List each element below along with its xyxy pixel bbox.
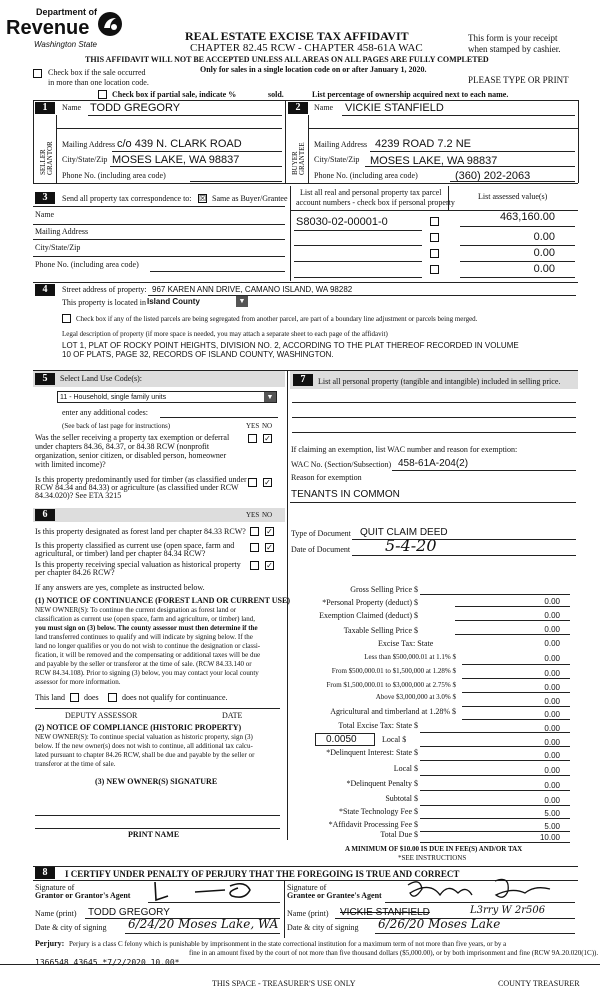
recording-stamp: 1366548 43645 *7/2/2020 10.00* — [35, 958, 180, 967]
q1-yes-checkbox[interactable] — [248, 434, 257, 443]
personal-property-checkbox[interactable] — [430, 233, 439, 242]
land-use-label: Select Land Use Code(s): — [60, 374, 142, 383]
reason-label: Reason for exemption — [291, 473, 362, 482]
buyer-city[interactable]: MOSES LAKE, WA 98837 — [370, 155, 498, 167]
perjury-line-1: Perjury is a class C felony which is punishable by imprisonment in the state correctional institution for a maximum term of not more than five years, or by a — [69, 940, 507, 948]
personal-property-title: List all personal property (tangible and intangible) included in selling price. — [318, 377, 561, 386]
does-not-checkbox[interactable] — [108, 693, 117, 702]
s3-phone-label: Phone No. (including area code) — [35, 260, 139, 269]
q4-yes-checkbox[interactable] — [250, 543, 259, 552]
assessed-value[interactable]: 463,160.00 — [499, 211, 555, 223]
q1-line-4: with limited income)? — [35, 460, 106, 469]
if-yes-instruction: If any answers are yes, complete as instructed below. — [35, 583, 205, 592]
form-title: REAL ESTATE EXCISE TAX AFFIDAVIT — [185, 29, 409, 43]
land-use-select[interactable] — [57, 391, 277, 403]
q2-no-checkbox[interactable]: ✓ — [264, 478, 271, 487]
legal-description-2[interactable]: 10 OF PLATS, PAGE 32, RECORDS OF ISLAND COUNTY, WASHINGTON. — [62, 350, 334, 359]
s3-mailing-label: Mailing Address — [35, 227, 89, 236]
section-8-number: 8 — [35, 867, 55, 879]
partial-sale-checkbox[interactable] — [98, 90, 107, 99]
q4-no-checkbox[interactable]: ✓ — [266, 543, 273, 552]
bracket-value[interactable]: 0.00 — [544, 654, 560, 663]
property-street[interactable]: 967 KAREN ANN DRIVE, CAMANO ISLAND, WA 98282 — [152, 285, 353, 294]
notice1-line: RCW 84.34.108). Prior to signing (3) below, you may contact your local county — [35, 669, 259, 677]
logo — [4, 6, 124, 56]
chapter-line: CHAPTER 82.45 RCW - CHAPTER 458-61A WAC — [190, 42, 423, 54]
buyer-mailing[interactable]: 4239 ROAD 7.2 NE — [375, 138, 471, 150]
grantor-sig-label-2: Grantor or Grantor's Agent — [35, 891, 131, 900]
bracket-label: From $1,500,000.01 to $3,000,000 at 2.75% $ — [326, 681, 456, 689]
yes-header: YES — [246, 422, 260, 430]
local-rate-box[interactable] — [315, 733, 375, 746]
notice1-line: classification as current use (open space, farm and agriculture, or timber) land, — [35, 615, 256, 623]
deputy-assessor-label: DEPUTY ASSESSOR — [65, 711, 138, 720]
calc-value[interactable]: 0.00 — [544, 611, 560, 620]
q1-no-checkbox[interactable]: ✓ — [264, 434, 271, 443]
s1-mailing-label: Mailing Address — [62, 140, 116, 149]
print-name-label: PRINT NAME — [128, 830, 180, 839]
q1-line-1: Was the seller receiving a property tax exemption or deferral — [35, 433, 230, 442]
personal-property-checkbox[interactable] — [430, 217, 439, 226]
grantee-name-print[interactable]: VICKIE STANFIELD — [340, 907, 430, 918]
section-3-number: 3 — [35, 192, 55, 204]
wac-label: WAC No. (Section/Subsection) — [291, 460, 392, 469]
notice2-line: below. If the new owner(s) does not wish to continue, all additional tax calcu- — [35, 742, 253, 750]
assessed-header: List assessed value(s) — [478, 192, 548, 201]
multi-location-label-1: Check box if the sale occurred — [48, 68, 146, 77]
no-header: NO — [262, 422, 273, 430]
bracket-value[interactable]: 0.00 — [544, 697, 560, 706]
total-value[interactable]: 0.00 — [544, 796, 560, 805]
same-as-buyer-label: Same as Buyer/Grantee — [212, 194, 288, 203]
bracket-label: From $500,000.01 to $1,500,000 at 1.28% $ — [331, 667, 456, 675]
s2-city-label: City/State/Zip — [314, 155, 360, 164]
grantee-name-print-label: Name (print) — [287, 909, 329, 918]
q4-line-1: Is this property classified as current use (open space, farm and — [35, 541, 235, 550]
q2-yes-checkbox[interactable] — [248, 478, 257, 487]
notice2-title: (2) NOTICE OF COMPLIANCE (HISTORIC PROPERTY) — [35, 723, 242, 732]
receipt-line-2: when stamped by cashier. — [468, 44, 561, 54]
seller-grantor-label: SELLER GRANTOR — [39, 141, 54, 175]
bracket-label: Less than $500,000.01 at 1.1% $ — [364, 653, 456, 661]
calc-label: Gross Selling Price $ — [350, 585, 418, 594]
total-label: *Affidavit Processing Fee $ — [328, 820, 418, 829]
send-correspondence-label: Send all property tax correspondence to: — [62, 194, 192, 203]
total-label: *Delinquent Penalty $ — [346, 779, 418, 788]
grantee-name-handwritten[interactable]: L3rry W 2r506 — [470, 905, 546, 916]
notice2-line: transferor at the time of sale. — [35, 760, 116, 768]
assessed-value[interactable]: 0.00 — [533, 231, 555, 243]
notice1-line: you must sign on (3) below. The county assessor must then determine if the — [35, 624, 258, 632]
same-as-buyer-checkbox[interactable]: ☒ — [199, 194, 207, 203]
parcel-header-1: List all real and personal property tax parcel — [300, 188, 442, 197]
total-value[interactable]: 0.00 — [544, 781, 560, 790]
ownership-note: List percentage of ownership acquired next to each name. — [312, 90, 509, 99]
receipt-line-1: This form is your receipt — [468, 33, 558, 43]
q1-line-2: under chapters 84.36, 84.37, or 84.38 RCW (nonprofit — [35, 442, 210, 451]
section-7-number: 7 — [293, 374, 313, 386]
total-value[interactable]: 5.00 — [544, 809, 560, 818]
total-label: *State Technology Fee $ — [338, 807, 418, 816]
section-1-number: 1 — [35, 102, 55, 114]
q3-no-checkbox[interactable]: ✓ — [266, 527, 273, 536]
doc-date[interactable]: 5-4-20 — [385, 536, 437, 555]
see-back-label: (See back of last page for instructions) — [62, 422, 171, 430]
assessed-value[interactable]: 0.00 — [533, 263, 555, 275]
chevron-down-icon[interactable]: ▼ — [236, 296, 248, 307]
total-label: Local $ — [393, 764, 418, 773]
this-land-label: This land — [35, 693, 65, 702]
chevron-down-icon[interactable]: ▼ — [264, 392, 276, 402]
legal-description-label: Legal description of property (if more space is needed, you may attach a separate sheet to each page of the affidavit) — [62, 330, 388, 338]
grantor-sig-label-1: Signature of — [35, 883, 75, 892]
bracket-value[interactable]: 0.00 — [544, 669, 560, 678]
total-state-value[interactable]: 0.00 — [544, 724, 560, 733]
s1-city-label: City/State/Zip — [62, 155, 108, 164]
q2-line-1: Is this property predominantly used for timber (as classified under — [35, 475, 247, 484]
exemption-reason[interactable]: TENANTS IN COMMON — [291, 489, 400, 500]
excise-state-label: Excise Tax: State — [378, 639, 434, 648]
notice1-line: assessor for more information. — [35, 678, 121, 686]
q5-line-1: Is this property receiving special valuation as historical property — [35, 560, 241, 569]
s2-phone-label: Phone No. (including area code) — [314, 171, 418, 180]
q3-text: Is this property designated as forest land per chapter 84.33 RCW? — [35, 527, 246, 536]
seller-mailing[interactable]: c/o 439 N. CLARK ROAD — [117, 138, 242, 150]
grantee-date-city[interactable]: 6/26/20 Moses Lake — [378, 917, 501, 931]
notice1-line: fication, it will be removed and the compensating or additional taxes will be due — [35, 651, 261, 659]
perjury-bold: Perjury: — [35, 939, 65, 948]
parcel-number[interactable]: S8030-02-00001-0 — [296, 216, 388, 228]
buyer-grantee-label: BUYER GRANTEE — [291, 142, 306, 175]
s2-mailing-label: Mailing Address — [314, 140, 368, 149]
calc-label: *Personal Property (deduct) $ — [322, 598, 418, 607]
treasurer-use-label: THIS SPACE - TREASURER'S USE ONLY — [212, 979, 356, 988]
yes-header-6: YES — [246, 511, 260, 519]
s3-city-label: City/State/Zip — [35, 243, 81, 252]
total-label: *Delinquent Interest: State $ — [326, 748, 418, 757]
street-address-label: Street address of property: — [62, 285, 147, 294]
revenue-wordmark: Revenue — [6, 17, 90, 39]
legal-description-1[interactable]: LOT 1, PLAT OF ROCKY POINT HEIGHTS, DIVISION NO. 2, ACCORDING TO THE PLAT THEREOF RECORDED IN VOLUME — [62, 341, 519, 350]
s1-name-label: Name — [62, 103, 82, 112]
notice1-title: (1) NOTICE OF CONTINUANCE (FOREST LAND OR CURRENT USE) — [35, 596, 290, 605]
local-value[interactable]: 0.00 — [544, 738, 560, 747]
assessed-value[interactable]: 0.00 — [533, 247, 555, 259]
q5-no-checkbox[interactable]: ✓ — [266, 561, 273, 570]
wac-number[interactable]: 458-61A-204(2) — [398, 458, 469, 469]
doc-date-label: Date of Document — [291, 545, 351, 554]
total-state-label: Total Excise Tax: State $ — [338, 721, 418, 730]
q2-line-3: 84.34.020)? See ETA 3215 — [35, 491, 122, 500]
doc-type[interactable]: QUIT CLAIM DEED — [360, 527, 448, 538]
grantee-signature[interactable] — [400, 875, 560, 905]
assessor-date-label: DATE — [222, 711, 243, 720]
section-5-number: 5 — [35, 373, 55, 385]
single-location-line: Only for sales in a single location code on or after January 1, 2020. — [200, 65, 427, 74]
notice1-line: NEW OWNER(S): To continue the current designation as forest land or — [35, 606, 237, 614]
total-label: Total Due $ — [380, 830, 418, 839]
exemption-label: If claiming an exemption, list WAC number and reason for exemption: — [291, 445, 518, 454]
does-label: does — [84, 693, 99, 702]
land-use-value: 11 - Household, single family units — [60, 394, 167, 401]
does-not-label: does not qualify for continuance. — [122, 693, 228, 702]
seller-name[interactable]: TODD GREGORY — [90, 102, 181, 114]
section-2-number: 2 — [288, 102, 308, 114]
total-label: Subtotal $ — [385, 794, 418, 803]
bracket-value[interactable]: 0.00 — [544, 710, 560, 719]
county-select[interactable] — [145, 296, 250, 308]
seller-city[interactable]: MOSES LAKE, WA 98837 — [112, 154, 240, 166]
grantor-date-city[interactable]: 6/24/20 Moses Lake, WA — [128, 917, 279, 931]
county-value: Island County — [147, 297, 200, 306]
new-owner-signature-label: (3) NEW OWNER(S) SIGNATURE — [95, 777, 218, 786]
total-value[interactable]: 0.00 — [544, 751, 560, 760]
see-instructions: *SEE INSTRUCTIONS — [398, 854, 467, 862]
grantor-signature[interactable] — [150, 878, 270, 904]
parcel-header-2: account numbers - check box if personal property — [296, 198, 455, 207]
notice1-line: and payable by the seller or transferor at the time of sale. (RCW 84.33.140 or — [35, 660, 252, 668]
personal-property-checkbox[interactable] — [430, 249, 439, 258]
section-6-number: 6 — [35, 509, 55, 521]
grantor-date-city-label: Date & city of signing — [35, 923, 107, 932]
no-header-6: NO — [262, 511, 273, 519]
calc-label: Exemption Claimed (deduct) $ — [319, 611, 418, 620]
q4-line-2: agricultural, or timber) land per chapter 84.34 RCW? — [35, 549, 206, 558]
s3-name-label: Name — [35, 210, 55, 219]
q3-yes-checkbox[interactable] — [250, 527, 259, 536]
q5-line-2: per chapter 84.26 RCW? — [35, 568, 115, 577]
warning-line: THIS AFFIDAVIT WILL NOT BE ACCEPTED UNLESS ALL AREAS ON ALL PAGES ARE FULLY COMPLETED — [85, 55, 489, 64]
perjury-line-2: fine in an amount fixed by the court of not more than five thousand dollars ($5,000.00), or by both imprisonment and fine (RCW 9A.20.020(1C)). — [189, 949, 599, 957]
section-4-number: 4 — [35, 284, 55, 296]
grantee-sig-label-1: Signature of — [287, 883, 327, 892]
q2-line-2: RCW 84.34 and 84.33) or agriculture (as classified under RCW — [35, 483, 239, 492]
swirl-logo-icon — [96, 10, 124, 38]
certify-line: I CERTIFY UNDER PENALTY OF PERJURY THAT THE FOREGOING IS TRUE AND CORRECT — [65, 869, 460, 879]
dept-of-text: Department of — [36, 7, 98, 17]
grantee-date-city-label: Date & city of signing — [287, 923, 359, 932]
local-rate: 0.0050 — [326, 734, 357, 745]
multi-location-label-2: in more than one location code. — [48, 78, 149, 87]
grantee-sig-label-2: Grantee or Grantee's Agent — [287, 891, 382, 900]
total-due-value[interactable]: 10.00 — [539, 833, 560, 842]
bracket-value[interactable]: 0.00 — [544, 683, 560, 692]
q5-yes-checkbox[interactable] — [250, 561, 259, 570]
grantor-name-print-label: Name (print) — [35, 909, 77, 918]
total-value[interactable]: 0.00 — [544, 766, 560, 775]
partial-sale-label: Check box if partial sale, indicate % — [112, 90, 237, 99]
doc-type-label: Type of Document — [291, 529, 351, 538]
segregated-label: Check box if any of the listed parcels are being segregated from another parcel, are part of a boundary line adjustment or parcels being merged. — [76, 315, 478, 323]
multi-location-checkbox[interactable] — [33, 69, 42, 78]
sold-label: sold. — [268, 90, 284, 99]
calc-value[interactable]: 0.00 — [544, 597, 560, 606]
located-in-label: This property is located in — [62, 298, 146, 307]
personal-property-checkbox[interactable] — [430, 265, 439, 274]
s2-name-label: Name — [314, 103, 334, 112]
notice1-line: land transferred continues to qualify and will indicate by signing below. If the — [35, 633, 253, 641]
notice1-line: land no longer qualifies or you do not wish to continue the designation or classi- — [35, 642, 261, 650]
bracket-label: Agricultural and timberland at 1.28% $ — [330, 707, 456, 716]
segregated-checkbox[interactable] — [62, 314, 71, 323]
q1-line-3: organization, senior citizen, or disabled person, homeowner — [35, 451, 227, 460]
notice2-line: lated pursuant to chapter 84.26 RCW, shall be due and payable by the seller or — [35, 751, 255, 759]
s1-phone-label: Phone No. (including area code) — [62, 171, 166, 180]
state-text: Washington State — [34, 40, 98, 49]
additional-codes-label: enter any additional codes: — [62, 408, 148, 417]
please-type: PLEASE TYPE OR PRINT — [468, 75, 569, 85]
minimum-note: A MINIMUM OF $10.00 IS DUE IN FEE(S) AND/OR TAX — [345, 845, 523, 853]
buyer-name[interactable]: VICKIE STANFIELD — [345, 102, 444, 114]
total-value[interactable]: 5.00 — [544, 822, 560, 831]
does-checkbox[interactable] — [70, 693, 79, 702]
buyer-phone[interactable]: (360) 202-2063 — [455, 170, 531, 182]
calc-value[interactable]: 0.00 — [544, 639, 560, 648]
grantor-name-print[interactable]: TODD GREGORY — [88, 907, 170, 918]
county-treasurer-label: COUNTY TREASURER — [498, 979, 580, 988]
local-label: Local $ — [382, 735, 407, 744]
calc-value[interactable]: 0.00 — [544, 625, 560, 634]
bracket-label: Above $3,000,000 at 3.0% $ — [375, 693, 456, 701]
notice2-line: NEW OWNER(S): To continue special valuation as historic property, sign (3) — [35, 733, 253, 741]
calc-label: Taxable Selling Price $ — [343, 626, 418, 635]
